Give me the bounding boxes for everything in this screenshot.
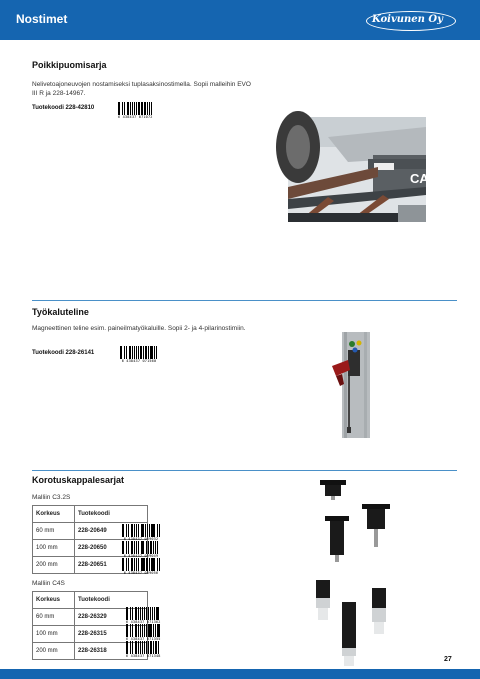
- section-title-korotuskappalesarjat: Korotuskappalesarjat: [32, 475, 125, 485]
- barcode: 6 438437 071362: [126, 607, 160, 627]
- tool-holder-photo: [326, 330, 374, 440]
- page-header: [0, 0, 480, 40]
- height-cell: 200 mm: [33, 643, 75, 660]
- company-logo: [366, 9, 458, 33]
- code-cell: 228-20651: [75, 557, 148, 574]
- section-divider: [32, 470, 457, 471]
- code-cell: 228-20650: [75, 540, 148, 557]
- column-header-height: Korkeus: [33, 592, 75, 609]
- spacer-c4s-photo: [306, 576, 396, 666]
- section-title-tyokaluteline: Työkaluteline: [32, 307, 89, 317]
- page-number: 27: [444, 656, 452, 663]
- section-divider: [32, 300, 457, 301]
- height-cell: 100 mm: [33, 540, 75, 557]
- barcode: 6 438437 059049: [122, 541, 160, 561]
- photo-badge-text: CA: [410, 171, 429, 186]
- barcode: 6 438437 071560: [120, 346, 158, 366]
- code-cell: 228-26318: [75, 643, 148, 660]
- spacer-c32s-photo: [300, 474, 410, 574]
- height-cell: 100 mm: [33, 626, 75, 643]
- barcode: 6 438437 071355: [126, 624, 160, 644]
- table-header-row: [33, 506, 148, 523]
- barcode: 6 438437 071348: [126, 641, 160, 661]
- section-description: Nelivetoajoneuvojen nostamiseksi tuplasaksinostimella. Sopii malleihin EVO III R ja 228-14967.: [32, 81, 251, 97]
- barcode: 6 438437 059032: [122, 524, 160, 544]
- barcode: 6 438437 059056: [122, 558, 160, 578]
- model-label-c32s: Malliin C3.2S: [32, 494, 71, 501]
- page-footer-bar: [0, 669, 480, 679]
- model-label-c4s: Malliin C4S: [32, 580, 65, 587]
- height-cell: 60 mm: [33, 609, 75, 626]
- height-cell: 60 mm: [33, 523, 75, 540]
- product-code: Tuotekoodi 228-42810: [32, 105, 95, 111]
- header-title: Nostimet: [16, 12, 68, 26]
- section-description: Magneettinen teline esim. paineilmatyökaluille. Sopii 2- ja 4-pilarinostimiin.: [32, 325, 246, 332]
- product-code: Tuotekoodi 228-26141: [32, 350, 95, 356]
- code-cell: 228-20649: [75, 523, 148, 540]
- code-cell: 228-26315: [75, 626, 148, 643]
- section-title-poikkipuomisarja: Poikkipuomisarja: [32, 60, 107, 70]
- table-header-row: [33, 592, 148, 609]
- code-cell: 228-26329: [75, 609, 148, 626]
- barcode: 6 438437 071072: [118, 102, 152, 122]
- crossbeam-photo: [288, 117, 429, 222]
- column-header-code: Tuotekoodi: [75, 592, 148, 609]
- logo-text: Koivunen Oy: [372, 14, 443, 25]
- column-header-code: Tuotekoodi: [75, 506, 148, 523]
- height-cell: 200 mm: [33, 557, 75, 574]
- column-header-height: Korkeus: [33, 506, 75, 523]
